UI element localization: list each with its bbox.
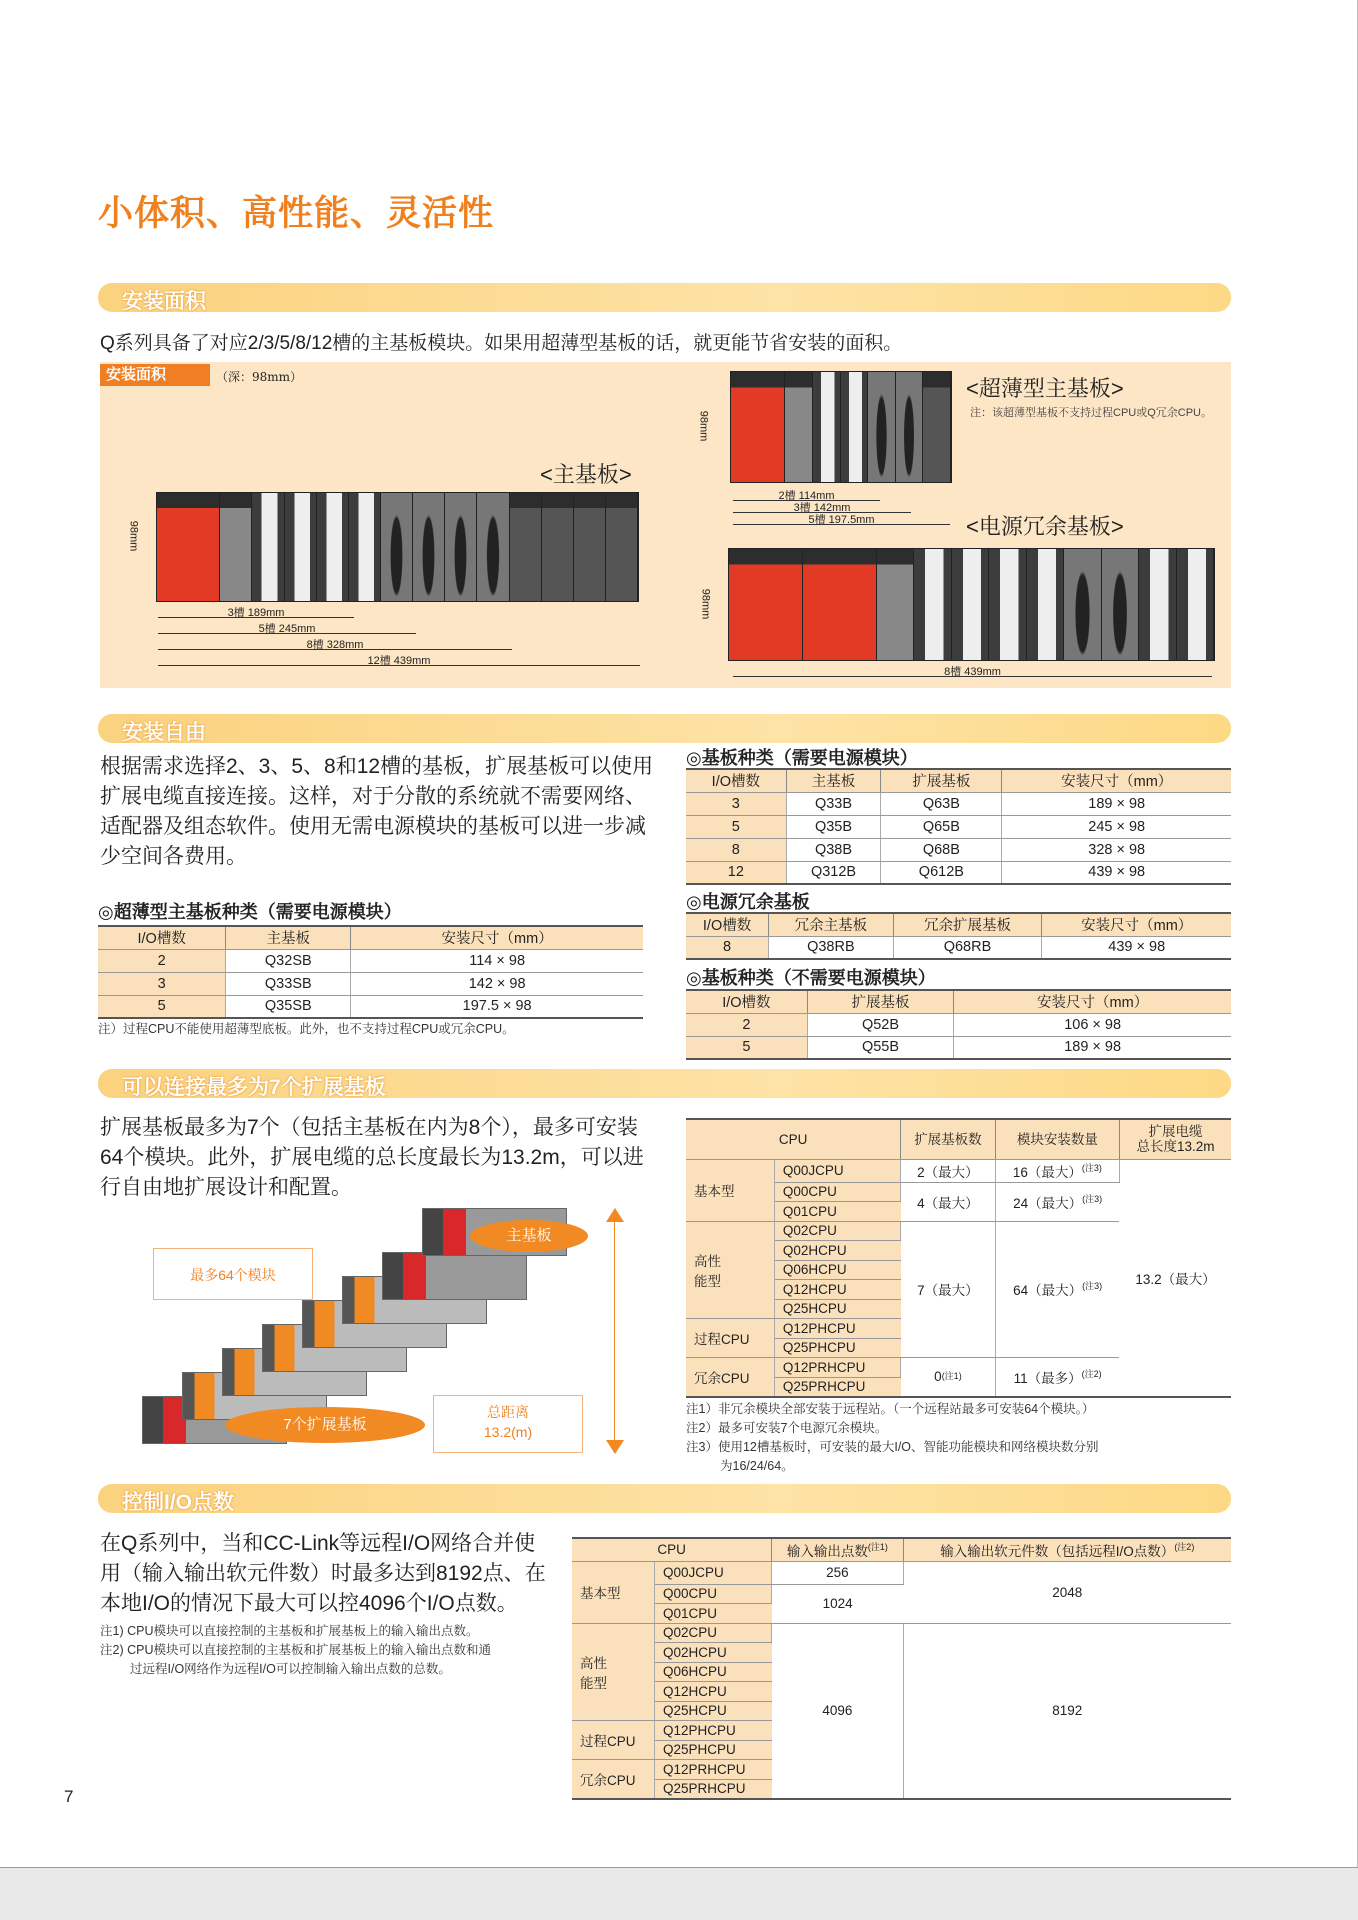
column-header: 安装尺寸（mm） xyxy=(954,990,1231,1013)
io-note-2-cont: 过远程I/O网络作为远程I/O可以控制输入输出点数的总数。 xyxy=(130,1662,451,1676)
section-heading: 控制I/O点数 xyxy=(122,1491,235,1514)
base-table-title: ◎基板种类（需要电源模块） xyxy=(686,748,918,768)
dimension-label: 2槽 114mm xyxy=(778,490,835,502)
table-cell xyxy=(901,1358,996,1397)
table-cell xyxy=(901,1159,996,1182)
cpu-model: Q25PHCPU xyxy=(774,1338,900,1358)
dimension-label: 8槽 328mm xyxy=(306,639,364,651)
section-heading: 可以连接最多为7个扩展基板 xyxy=(122,1076,386,1099)
table-cell: 12 xyxy=(686,861,786,884)
cpu-model: Q12PRHCPU xyxy=(774,1358,900,1378)
arrow-up-icon xyxy=(606,1208,624,1222)
module-slot xyxy=(574,493,606,601)
cpu-model: Q00JCPU xyxy=(654,1561,771,1584)
column-header: I/O槽数 xyxy=(686,913,769,936)
io-points-table xyxy=(572,1537,1231,1800)
cpu-model: Q12HCPU xyxy=(774,1280,900,1300)
cpu-group: 基本型 xyxy=(572,1561,654,1623)
module-slot xyxy=(349,493,381,601)
note-1: 注1）非冗余模块全部安装于远程站。（一个远程站最多可安装64个模块。） xyxy=(686,1402,1095,1416)
main-base-rack-image xyxy=(156,492,639,602)
table-cell: Q65B xyxy=(881,815,1002,838)
table-cell: 142 × 98 xyxy=(351,972,643,995)
cpu-model: Q02HCPU xyxy=(654,1643,771,1663)
module-slot xyxy=(729,549,803,660)
cpu-group: 基本型 xyxy=(686,1159,774,1221)
slim-note: 注：该超薄型基板不支持过程CPU或Q冗余CPU。 xyxy=(970,407,1213,419)
note-ref: (注2) xyxy=(1081,1368,1102,1379)
table-cell: 0 xyxy=(934,1369,942,1385)
table-cell: 5 xyxy=(98,995,226,1018)
table-cell: 8 xyxy=(686,936,769,959)
note-3-cont: 为16/24/64。 xyxy=(720,1459,794,1473)
slim-base-caption: <超薄型主基板> xyxy=(966,376,1124,401)
cpu-model: Q12HCPU xyxy=(654,1682,771,1702)
table-cell: 8 xyxy=(686,838,786,861)
cpu-model: Q25HCPU xyxy=(654,1701,771,1721)
module-slot xyxy=(381,493,413,601)
column-header xyxy=(772,1538,903,1561)
extension-cpu-table xyxy=(686,1118,1231,1398)
table-row xyxy=(686,1036,1231,1059)
module-slot xyxy=(803,549,877,660)
cpu-group: 过程CPU xyxy=(572,1721,654,1760)
page-title: 小体积、高性能、灵活性 xyxy=(98,194,495,233)
module-slot xyxy=(868,372,896,482)
table-row xyxy=(98,949,643,972)
cpu-model: Q06HCPU xyxy=(774,1260,900,1280)
column-header: 安装尺寸（mm） xyxy=(351,926,643,949)
cpu-group: 冗余CPU xyxy=(572,1760,654,1799)
table-cell: 64（最大） xyxy=(1013,1283,1083,1299)
module-slot xyxy=(1064,549,1101,660)
redundant-base-caption: <电源冗余基板> xyxy=(966,514,1124,539)
module-slot xyxy=(477,493,509,601)
column-header xyxy=(903,1538,1231,1561)
column-header: 安装尺寸（mm） xyxy=(1002,769,1231,792)
cpu-model: Q02CPU xyxy=(774,1221,900,1241)
table-cell: Q68RB xyxy=(893,936,1042,959)
table-cell: 输入输出软元件数（包括远程I/O点数） xyxy=(940,1543,1175,1559)
cpu-model: Q25PHCPU xyxy=(654,1740,771,1760)
column-header: I/O槽数 xyxy=(686,990,807,1013)
note-ref: (注1) xyxy=(867,1541,888,1552)
io-paragraph: 在Q系列中，当和CC-Link等远程I/O网络合并使用（输入输出软元件数）时最多达到8192点、在本地I/O的情况下最大可以控4096个I/O点数。 xyxy=(100,1532,546,1615)
cpu-model: Q12PRHCPU xyxy=(654,1760,771,1780)
table-cell: 189 × 98 xyxy=(954,1036,1231,1059)
cpu-model: Q01CPU xyxy=(654,1604,771,1624)
table-cell: 106 × 98 xyxy=(954,1013,1231,1036)
table-cell: Q52B xyxy=(807,1013,953,1036)
module-slot xyxy=(252,493,284,601)
cpu-model: Q02HCPU xyxy=(774,1241,900,1261)
table-cell: 7（最大） xyxy=(917,1283,979,1299)
table-row xyxy=(686,815,1231,838)
table-cell: 5 xyxy=(686,815,786,838)
table-cell xyxy=(995,1221,1119,1358)
dimension-label: 5槽 197.5mm xyxy=(808,514,875,526)
table-cell: 114 × 98 xyxy=(351,949,643,972)
base-type-table xyxy=(686,768,1231,885)
io-devices: 8192 xyxy=(903,1623,1231,1799)
cpu-model: Q00JCPU xyxy=(774,1159,900,1182)
cpu-model: Q12PHCPU xyxy=(774,1319,900,1339)
slim-table-note: 注）过程CPU不能使用超薄型底板。此外，也不支持过程CPU或冗余CPU。 xyxy=(98,1022,515,1036)
cpu-model: Q01CPU xyxy=(774,1202,900,1222)
redundant-base-table xyxy=(686,912,1231,960)
column-header: 扩展基板 xyxy=(881,769,1002,792)
note-ref: (注2) xyxy=(1174,1541,1195,1552)
table-cell: 328 × 98 xyxy=(1002,838,1231,861)
column-header: CPU xyxy=(572,1538,772,1561)
table-cell: 2（最大） xyxy=(917,1164,979,1180)
column-header: 扩展基板 xyxy=(807,990,953,1013)
module-slot xyxy=(952,549,989,660)
modules-callout: 最多64个模块 xyxy=(153,1248,313,1300)
table-cell: 3 xyxy=(98,972,226,995)
table-cell xyxy=(901,1182,996,1221)
column-header: 扩展电缆 总长度13.2m xyxy=(1119,1119,1231,1159)
io-points: 1024 xyxy=(772,1584,903,1623)
table-cell: Q612B xyxy=(881,861,1002,884)
module-slot xyxy=(220,493,252,601)
module-slot xyxy=(896,372,924,482)
module-slot xyxy=(923,372,951,482)
table-cell: 输入输出点数 xyxy=(786,1543,868,1559)
module-slot xyxy=(1177,549,1214,660)
extension-diagram xyxy=(140,1200,640,1460)
cpu-model: Q00CPU xyxy=(654,1584,771,1604)
slim-table-title: ◎超薄型主基板种类（需要电源模块） xyxy=(98,902,402,922)
table-cell: 439 × 98 xyxy=(1042,936,1231,959)
table-cell xyxy=(995,1358,1119,1397)
table-row xyxy=(686,861,1231,884)
dimension-label: 12槽 439mm xyxy=(367,655,431,667)
depth-label: （深：98mm） xyxy=(216,370,303,384)
note-ref: (注1) xyxy=(941,1371,962,1382)
red-height-label: 98mm xyxy=(699,588,712,620)
module-slot xyxy=(285,493,317,601)
module-slot xyxy=(1102,549,1139,660)
distance-arrow xyxy=(614,1220,615,1442)
table-cell: 245 × 98 xyxy=(1002,815,1231,838)
io-points: 256 xyxy=(772,1561,903,1584)
module-slot xyxy=(785,372,813,482)
table-cell: Q63B xyxy=(881,792,1002,815)
cpu-group: 高性 能型 xyxy=(572,1623,654,1721)
table-cell: Q68B xyxy=(881,838,1002,861)
column-header: 模块安装数量 xyxy=(995,1119,1119,1159)
distance-callout xyxy=(433,1395,583,1453)
section-header-extension xyxy=(98,1069,1231,1098)
table-row xyxy=(98,972,643,995)
extension-notes xyxy=(686,1400,1231,1476)
dimension-label: 3槽 189mm xyxy=(227,607,285,619)
dimension-label: 5槽 245mm xyxy=(258,623,316,635)
table-row xyxy=(98,995,643,1018)
cpu-model: Q25HCPU xyxy=(774,1299,900,1319)
table-cell: 2 xyxy=(98,949,226,972)
module-slot xyxy=(157,493,220,601)
main-base-caption: <主基板> xyxy=(540,462,632,487)
table-cell: Q38RB xyxy=(769,936,893,959)
module-slot xyxy=(317,493,349,601)
io-note-2: 注2) CPU模块可以直接控制的主基板和扩展基板上的输入输出点数和通 xyxy=(100,1643,491,1657)
table-row xyxy=(686,936,1231,959)
cable-length: 13.2（最大） xyxy=(1119,1159,1231,1397)
section-heading: 安装自由 xyxy=(122,721,206,744)
table-cell: Q38B xyxy=(786,838,881,861)
note-2: 注2）最多可安装7个电源冗余模块。 xyxy=(686,1421,888,1435)
table-row xyxy=(686,838,1231,861)
cpu-model: Q12PHCPU xyxy=(654,1721,771,1741)
table-row xyxy=(686,1159,1231,1182)
module-slot xyxy=(877,549,914,660)
column-header: 安装尺寸（mm） xyxy=(1042,913,1231,936)
nops-table-title: ◎基板种类（不需要电源模块） xyxy=(686,968,936,988)
io-notes xyxy=(100,1622,550,1679)
module-slot xyxy=(731,372,785,482)
io-note-1: 注1) CPU模块可以直接控制的主基板和扩展基板上的输入输出点数。 xyxy=(100,1624,479,1638)
column-header: I/O槽数 xyxy=(98,926,226,949)
table-cell: 24（最大） xyxy=(1013,1195,1083,1211)
cpu-model: Q06HCPU xyxy=(654,1662,771,1682)
cpu-model: Q00CPU xyxy=(774,1182,900,1202)
io-points: 4096 xyxy=(772,1623,903,1799)
module-slot xyxy=(1139,549,1176,660)
intro-text: Q系列具备了对应2/3/5/8/12槽的主基板模块。如果用超薄型基板的话，就更能节省安装的面积。 xyxy=(100,333,903,354)
red-table-title: ◎电源冗余基板 xyxy=(686,892,810,912)
table-cell: 16（最大） xyxy=(1012,1164,1082,1180)
table-cell xyxy=(995,1159,1119,1182)
table-cell: Q35B xyxy=(786,815,881,838)
freedom-paragraph: 根据需求选择2、3、5、8和12槽的基板，扩展基板可以使用扩展电缆直接连接。这样，对于分散的系统就不需要网络、适配器及组态软件。使用无需电源模块的基板可以进一步减少空间各费用。 xyxy=(100,755,654,868)
note-3: 注3）使用12槽基板时，可安装的最大I/O、智能功能模块和网络模块数分别 xyxy=(686,1440,1099,1454)
module-slot xyxy=(413,493,445,601)
redundant-base-rack-image xyxy=(728,548,1215,661)
section-heading: 安装面积 xyxy=(122,290,206,313)
distance-label: 总距离 xyxy=(487,1404,529,1420)
note-ref: (注3) xyxy=(1081,1162,1102,1173)
extension-paragraph: 扩展基板最多为7个（包括主基板在内为8个），最多可安装64个模块。此外，扩展电缆的总长度最长为13.2m，可以进行自由地扩展设计和配置。 xyxy=(100,1116,644,1199)
table-cell: 2 xyxy=(686,1013,807,1036)
column-header: 主基板 xyxy=(786,769,881,792)
ext-base-label: 7个扩展基板 xyxy=(225,1407,425,1443)
column-header: 冗余扩展基板 xyxy=(893,913,1042,936)
page-number: 7 xyxy=(64,1787,74,1806)
table-cell: Q35SB xyxy=(226,995,351,1018)
table-cell: 197.5 × 98 xyxy=(351,995,643,1018)
arrow-down-icon xyxy=(606,1440,624,1454)
cpu-model: Q25PRHCPU xyxy=(774,1377,900,1397)
table-cell xyxy=(901,1221,996,1358)
column-header: 冗余主基板 xyxy=(769,913,893,936)
section-header-install-freedom xyxy=(98,714,1231,743)
module-slot xyxy=(510,493,542,601)
note-ref: (注3) xyxy=(1082,1193,1103,1204)
column-header: 扩展基板数 xyxy=(901,1119,996,1159)
module-slot xyxy=(542,493,574,601)
module-slot xyxy=(445,493,477,601)
table-cell: 439 × 98 xyxy=(1002,861,1231,884)
table-cell: Q32SB xyxy=(226,949,351,972)
table-cell: 4（最大） xyxy=(917,1195,979,1211)
no-power-base-table xyxy=(686,989,1231,1060)
module-slot xyxy=(841,372,869,482)
table-cell: 5 xyxy=(686,1036,807,1059)
cpu-group: 高性 能型 xyxy=(686,1221,774,1319)
table-row xyxy=(686,1013,1231,1036)
table-cell: 11（最多） xyxy=(1013,1370,1082,1386)
base-rack-image xyxy=(382,1252,527,1300)
section-header-install-area xyxy=(98,283,1231,312)
table-cell: Q312B xyxy=(786,861,881,884)
column-header: 主基板 xyxy=(226,926,351,949)
module-slot xyxy=(989,549,1026,660)
cpu-model: Q02CPU xyxy=(654,1623,771,1643)
cpu-group: 过程CPU xyxy=(686,1319,774,1358)
distance-value: 13.2(m) xyxy=(483,1424,533,1440)
module-slot xyxy=(606,493,638,601)
dimension-label: 8槽 439mm xyxy=(944,666,1001,678)
table-cell: Q33B xyxy=(786,792,881,815)
height-label: 98mm xyxy=(127,520,140,552)
main-base-label: 主基板 xyxy=(470,1220,588,1252)
table-cell: 3 xyxy=(686,792,786,815)
section-header-io-points xyxy=(98,1484,1231,1513)
table-cell: Q33SB xyxy=(226,972,351,995)
slim-base-table xyxy=(98,925,643,1019)
module-slot xyxy=(914,549,951,660)
table-row xyxy=(686,792,1231,815)
table-cell: Q55B xyxy=(807,1036,953,1059)
table-cell: 189 × 98 xyxy=(1002,792,1231,815)
cpu-model: Q25PRHCPU xyxy=(654,1779,771,1799)
note-ref: (注3) xyxy=(1082,1281,1103,1292)
column-header: CPU xyxy=(686,1119,901,1159)
column-header: I/O槽数 xyxy=(686,769,786,792)
module-slot xyxy=(1027,549,1064,660)
panel-tag: 安装面积 xyxy=(100,364,210,386)
module-slot xyxy=(813,372,841,482)
table-cell xyxy=(995,1182,1119,1221)
slim-base-rack-image xyxy=(730,371,952,483)
table-row xyxy=(572,1623,1231,1643)
dimension-label: 3槽 142mm xyxy=(793,502,851,514)
cpu-group: 冗余CPU xyxy=(686,1358,774,1397)
slim-height-label: 98mm xyxy=(697,410,710,442)
io-devices: 2048 xyxy=(903,1561,1231,1623)
table-row xyxy=(572,1561,1231,1584)
